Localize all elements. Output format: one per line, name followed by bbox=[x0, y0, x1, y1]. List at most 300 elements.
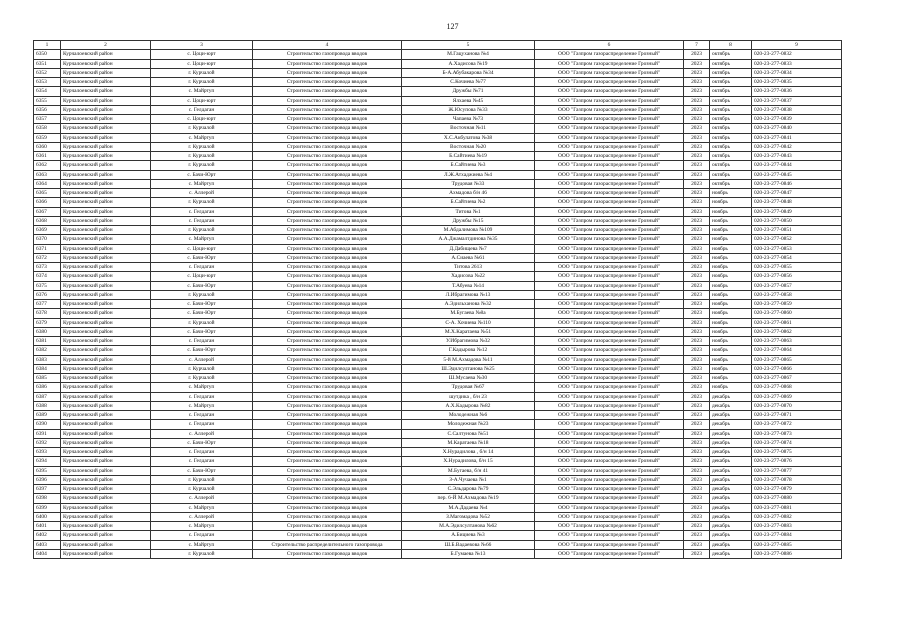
row-number-cell: 6369 bbox=[34, 226, 61, 235]
locality-cell: с. Майртуп bbox=[151, 503, 253, 512]
month-cell: декабрь bbox=[710, 549, 752, 558]
table-row bbox=[34, 161, 842, 170]
row-number-cell: 6385 bbox=[34, 374, 61, 383]
locality-cell: с. Бачи-Юрт bbox=[151, 466, 253, 475]
work-type-cell: Строительство газопровода вводов bbox=[253, 216, 402, 225]
table-row bbox=[34, 198, 842, 207]
district-cell: Курчалоевский район bbox=[61, 170, 151, 179]
organization-cell: ООО "Газпром газораспределение Грозный" bbox=[535, 50, 684, 59]
district-cell: Курчалоевский район bbox=[61, 87, 151, 96]
table-body bbox=[34, 50, 842, 559]
organization-cell: ООО "Газпром газораспределение Грозный" bbox=[535, 549, 684, 558]
registry-code-cell: 020-23-277-0849 bbox=[752, 207, 842, 216]
row-number-cell: 6403 bbox=[34, 540, 61, 549]
district-cell: Курчалоевский район bbox=[61, 142, 151, 151]
work-type-cell: Строительство газопровода вводов bbox=[253, 161, 402, 170]
work-type-cell: Строительство газопровода вводов bbox=[253, 364, 402, 373]
address-cell: М.Бугаева №8а bbox=[402, 309, 535, 318]
organization-cell: ООО "Газпром газораспределение Грозный" bbox=[535, 346, 684, 355]
address-cell: М.Х.Каратаева №51 bbox=[402, 327, 535, 336]
row-number-cell: 6386 bbox=[34, 383, 61, 392]
address-cell: А.А.Джамалтдинова №35 bbox=[402, 235, 535, 244]
registry-code-cell: 020-23-277-0837 bbox=[752, 96, 842, 105]
table-row bbox=[34, 438, 842, 447]
address-cell: М.А.Эдилсултанова №62 bbox=[402, 522, 535, 531]
year-cell: 2023 bbox=[684, 263, 710, 272]
work-type-cell: Строительство газопровода вводов bbox=[253, 355, 402, 364]
address-cell: 5-й М.Ахмадова №11 bbox=[402, 355, 535, 364]
district-cell: Курчалоевский район bbox=[61, 364, 151, 373]
locality-cell: г. Курчалой bbox=[151, 475, 253, 484]
row-number-cell: 6400 bbox=[34, 512, 61, 521]
column-header-1: 1 bbox=[34, 41, 61, 50]
month-cell: декабрь bbox=[710, 392, 752, 401]
district-cell: Курчалоевский район bbox=[61, 281, 151, 290]
table-row bbox=[34, 59, 842, 68]
address-cell: Ш.Мусаева №30 bbox=[402, 374, 535, 383]
work-type-cell: Строительство газопровода вводов bbox=[253, 531, 402, 540]
table-row bbox=[34, 68, 842, 77]
year-cell: 2023 bbox=[684, 337, 710, 346]
organization-cell: ООО "Газпром газораспределение Грозный" bbox=[535, 337, 684, 346]
locality-cell: с. Гелдаган bbox=[151, 105, 253, 114]
locality-cell: с. Майртуп bbox=[151, 87, 253, 96]
year-cell: 2023 bbox=[684, 115, 710, 124]
registry-code-cell: 020-23-277-0880 bbox=[752, 494, 842, 503]
district-cell: Курчалоевский район bbox=[61, 383, 151, 392]
table-row bbox=[34, 124, 842, 133]
month-cell: ноябрь bbox=[710, 198, 752, 207]
work-type-cell: Строительство газопровода вводов bbox=[253, 309, 402, 318]
district-cell: Курчалоевский район bbox=[61, 124, 151, 133]
month-cell: декабрь bbox=[710, 540, 752, 549]
organization-cell: ООО "Газпром газораспределение Грозный" bbox=[535, 327, 684, 336]
district-cell: Курчалоевский район bbox=[61, 401, 151, 410]
table-row bbox=[34, 494, 842, 503]
locality-cell: г. Курчалой bbox=[151, 549, 253, 558]
address-cell: С.Кочиева №77 bbox=[402, 78, 535, 87]
month-cell: октябрь bbox=[710, 133, 752, 142]
table-row bbox=[34, 383, 842, 392]
table-row bbox=[34, 300, 842, 309]
organization-cell: ООО "Газпром газораспределение Грозный" bbox=[535, 152, 684, 161]
work-type-cell: Строительство газопровода вводов bbox=[253, 226, 402, 235]
registry-code-cell: 020-23-277-0864 bbox=[752, 346, 842, 355]
district-cell: Курчалоевский район bbox=[61, 512, 151, 521]
table-row bbox=[34, 170, 842, 179]
year-cell: 2023 bbox=[684, 448, 710, 457]
locality-cell: с. Гелдаган bbox=[151, 337, 253, 346]
work-type-cell: Строительство газопровода вводов bbox=[253, 290, 402, 299]
row-number-cell: 6353 bbox=[34, 78, 61, 87]
table-row bbox=[34, 401, 842, 410]
row-number-cell: 6388 bbox=[34, 401, 61, 410]
row-number-cell: 6396 bbox=[34, 475, 61, 484]
year-cell: 2023 bbox=[684, 78, 710, 87]
row-number-cell: 6352 bbox=[34, 68, 61, 77]
locality-cell: г. Курчалой bbox=[151, 142, 253, 151]
month-cell: декабрь bbox=[710, 485, 752, 494]
address-cell: Г.Кадырова №12 bbox=[402, 346, 535, 355]
row-number-cell: 6391 bbox=[34, 429, 61, 438]
registry-code-cell: 020-23-277-0852 bbox=[752, 235, 842, 244]
district-cell: Курчалоевский район bbox=[61, 96, 151, 105]
locality-cell: с. Бачи-Юрт bbox=[151, 281, 253, 290]
locality-cell: с. Гелдаган bbox=[151, 531, 253, 540]
organization-cell: ООО "Газпром газораспределение Грозный" bbox=[535, 300, 684, 309]
registry-code-cell: 020-23-277-0875 bbox=[752, 448, 842, 457]
year-cell: 2023 bbox=[684, 364, 710, 373]
row-number-cell: 6398 bbox=[34, 494, 61, 503]
locality-cell: с. Бачи-Юрт bbox=[151, 327, 253, 336]
month-cell: ноябрь bbox=[710, 226, 752, 235]
locality-cell: с. Бачи-Юрт bbox=[151, 438, 253, 447]
registry-code-cell: 020-23-277-0882 bbox=[752, 512, 842, 521]
work-type-cell: Строительство газопровода вводов bbox=[253, 420, 402, 429]
address-cell: Ж.Юсупова №33 bbox=[402, 105, 535, 114]
locality-cell: с. Гелдаган bbox=[151, 263, 253, 272]
work-type-cell: Строительство газопровода вводов bbox=[253, 170, 402, 179]
year-cell: 2023 bbox=[684, 420, 710, 429]
locality-cell: с. Бачи-Юрт bbox=[151, 309, 253, 318]
address-cell: Д.Дабищева №7 bbox=[402, 244, 535, 253]
locality-cell: с. Бачи-Юрт bbox=[151, 346, 253, 355]
work-type-cell: Строительство газопровода вводов bbox=[253, 374, 402, 383]
month-cell: ноябрь bbox=[710, 189, 752, 198]
registry-code-cell: 020-23-277-0881 bbox=[752, 503, 842, 512]
district-cell: Курчалоевский район bbox=[61, 549, 151, 558]
row-number-cell: 6404 bbox=[34, 549, 61, 558]
work-type-cell: Строительство газопровода вводов bbox=[253, 429, 402, 438]
organization-cell: ООО "Газпром газораспределение Грозный" bbox=[535, 189, 684, 198]
year-cell: 2023 bbox=[684, 392, 710, 401]
work-type-cell: Строительство газопровода вводов bbox=[253, 207, 402, 216]
organization-cell: ООО "Газпром газораспределение Грозный" bbox=[535, 253, 684, 262]
organization-cell: ООО "Газпром газораспределение Грозный" bbox=[535, 429, 684, 438]
work-type-cell: Строительство газопровода вводов bbox=[253, 512, 402, 521]
registry-code-cell: 020-23-277-0840 bbox=[752, 124, 842, 133]
year-cell: 2023 bbox=[684, 503, 710, 512]
row-number-cell: 6395 bbox=[34, 466, 61, 475]
table-row bbox=[34, 105, 842, 114]
month-cell: ноябрь bbox=[710, 253, 752, 262]
year-cell: 2023 bbox=[684, 429, 710, 438]
work-type-cell: Строительство газопровода вводов bbox=[253, 115, 402, 124]
registry-code-cell: 020-23-277-0862 bbox=[752, 327, 842, 336]
district-cell: Курчалоевский район bbox=[61, 68, 151, 77]
row-number-cell: 6366 bbox=[34, 198, 61, 207]
row-number-cell: 6372 bbox=[34, 253, 61, 262]
work-type-cell: Строительство газопровода вводов bbox=[253, 179, 402, 188]
locality-cell: с. Аллерой bbox=[151, 355, 253, 364]
address-cell: А.Эдильханова №32 bbox=[402, 300, 535, 309]
table-row bbox=[34, 475, 842, 484]
registry-code-cell: 020-23-277-0859 bbox=[752, 300, 842, 309]
row-number-cell: 6390 bbox=[34, 420, 61, 429]
registry-table bbox=[33, 40, 842, 559]
district-cell: Курчалоевский район bbox=[61, 429, 151, 438]
year-cell: 2023 bbox=[684, 318, 710, 327]
locality-cell: с. Гелдаган bbox=[151, 392, 253, 401]
table-row bbox=[34, 466, 842, 475]
registry-code-cell: 020-23-277-0841 bbox=[752, 133, 842, 142]
table-row bbox=[34, 318, 842, 327]
header-row bbox=[34, 41, 842, 50]
address-cell: А.Хадисова №19 bbox=[402, 59, 535, 68]
address-cell: Б.Сайтиева №2 bbox=[402, 198, 535, 207]
work-type-cell: Строительство газопровода вводов bbox=[253, 263, 402, 272]
month-cell: ноябрь bbox=[710, 300, 752, 309]
organization-cell: ООО "Газпром газораспределение Грозный" bbox=[535, 494, 684, 503]
row-number-cell: 6370 bbox=[34, 235, 61, 244]
locality-cell: г. Курчалой bbox=[151, 161, 253, 170]
column-header-3: 3 bbox=[151, 41, 253, 50]
registry-code-cell: 020-23-277-0846 bbox=[752, 179, 842, 188]
table-row bbox=[34, 448, 842, 457]
year-cell: 2023 bbox=[684, 401, 710, 410]
year-cell: 2023 bbox=[684, 133, 710, 142]
registry-code-cell: 020-23-277-0844 bbox=[752, 161, 842, 170]
work-type-cell: Строительство газопровода вводов bbox=[253, 133, 402, 142]
work-type-cell: Строительство газопровода вводов bbox=[253, 438, 402, 447]
month-cell: октябрь bbox=[710, 50, 752, 59]
registry-code-cell: 020-23-277-0886 bbox=[752, 549, 842, 558]
year-cell: 2023 bbox=[684, 50, 710, 59]
organization-cell: ООО "Газпром газораспределение Грозный" bbox=[535, 179, 684, 188]
address-cell: Х.С.Акбулатова №38 bbox=[402, 133, 535, 142]
organization-cell: ООО "Газпром газораспределение Грозный" bbox=[535, 374, 684, 383]
column-header-4: 4 bbox=[253, 41, 402, 50]
row-number-cell: 6382 bbox=[34, 346, 61, 355]
row-number-cell: 6397 bbox=[34, 485, 61, 494]
district-cell: Курчалоевский район bbox=[61, 475, 151, 484]
organization-cell: ООО "Газпром газораспределение Грозный" bbox=[535, 448, 684, 457]
address-cell: М.Каратаева №18 bbox=[402, 438, 535, 447]
organization-cell: ООО "Газпром газораспределение Грозный" bbox=[535, 68, 684, 77]
table-row bbox=[34, 189, 842, 198]
registry-code-cell: 020-23-277-0853 bbox=[752, 244, 842, 253]
year-cell: 2023 bbox=[684, 549, 710, 558]
month-cell: ноябрь bbox=[710, 235, 752, 244]
table-row bbox=[34, 253, 842, 262]
district-cell: Курчалоевский район bbox=[61, 494, 151, 503]
year-cell: 2023 bbox=[684, 87, 710, 96]
address-cell: пер. 6-Й М.Ахмадова №19 bbox=[402, 494, 535, 503]
month-cell: ноябрь bbox=[710, 216, 752, 225]
district-cell: Курчалоевский район bbox=[61, 374, 151, 383]
table-row bbox=[34, 244, 842, 253]
organization-cell: ООО "Газпром газораспределение Грозный" bbox=[535, 142, 684, 151]
address-cell: Дружбы №15 bbox=[402, 216, 535, 225]
registry-code-cell: 020-23-277-0845 bbox=[752, 170, 842, 179]
registry-code-cell: 020-23-277-0866 bbox=[752, 364, 842, 373]
row-number-cell: 6377 bbox=[34, 300, 61, 309]
registry-code-cell: 020-23-277-0856 bbox=[752, 272, 842, 281]
organization-cell: ООО "Газпром газораспределение Грозный" bbox=[535, 244, 684, 253]
row-number-cell: 6357 bbox=[34, 115, 61, 124]
organization-cell: ООО "Газпром газораспределение Грозный" bbox=[535, 401, 684, 410]
locality-cell: с. Бачи-Юрт bbox=[151, 253, 253, 262]
table-row bbox=[34, 429, 842, 438]
district-cell: Курчалоевский район bbox=[61, 503, 151, 512]
registry-code-cell: 020-23-277-0871 bbox=[752, 411, 842, 420]
work-type-cell: Строительство газопровода вводов bbox=[253, 401, 402, 410]
month-cell: декабрь bbox=[710, 522, 752, 531]
registry-code-cell: 020-23-277-0872 bbox=[752, 420, 842, 429]
registry-code-cell: 020-23-277-0867 bbox=[752, 374, 842, 383]
year-cell: 2023 bbox=[684, 300, 710, 309]
row-number-cell: 6362 bbox=[34, 161, 61, 170]
registry-code-cell: 020-23-277-0861 bbox=[752, 318, 842, 327]
locality-cell: с. Цоци-юрт bbox=[151, 272, 253, 281]
year-cell: 2023 bbox=[684, 438, 710, 447]
month-cell: ноябрь bbox=[710, 318, 752, 327]
registry-code-cell: 020-23-277-0869 bbox=[752, 392, 842, 401]
address-cell: Б.Сайтиева №19 bbox=[402, 152, 535, 161]
organization-cell: ООО "Газпром газораспределение Грозный" bbox=[535, 411, 684, 420]
address-cell: Ахмадова б/н 46 bbox=[402, 189, 535, 198]
row-number-cell: 6389 bbox=[34, 411, 61, 420]
year-cell: 2023 bbox=[684, 105, 710, 114]
work-type-cell: Строительство газопровода вводов bbox=[253, 300, 402, 309]
address-cell: Л.Ж.Атхаджиева №4 bbox=[402, 170, 535, 179]
district-cell: Курчалоевский район bbox=[61, 226, 151, 235]
row-number-cell: 6399 bbox=[34, 503, 61, 512]
work-type-cell: Строительство газопровода вводов bbox=[253, 494, 402, 503]
organization-cell: ООО "Газпром газораспределение Грозный" bbox=[535, 522, 684, 531]
district-cell: Курчалоевский район bbox=[61, 272, 151, 281]
year-cell: 2023 bbox=[684, 457, 710, 466]
month-cell: ноябрь bbox=[710, 309, 752, 318]
year-cell: 2023 bbox=[684, 346, 710, 355]
table-row bbox=[34, 457, 842, 466]
locality-cell: г. Курчалой bbox=[151, 68, 253, 77]
locality-cell: с. Цоци-юрт bbox=[151, 96, 253, 105]
work-type-cell: Строительство газопровода вводов bbox=[253, 78, 402, 87]
year-cell: 2023 bbox=[684, 142, 710, 151]
organization-cell: ООО "Газпром газораспределение Грозный" bbox=[535, 392, 684, 401]
month-cell: ноябрь bbox=[710, 374, 752, 383]
column-header-6: 6 bbox=[535, 41, 684, 50]
organization-cell: ООО "Газпром газораспределение Грозный" bbox=[535, 438, 684, 447]
page-number: 127 bbox=[446, 22, 459, 31]
row-number-cell: 6367 bbox=[34, 207, 61, 216]
work-type-cell: Строительство газопровода вводов bbox=[253, 235, 402, 244]
year-cell: 2023 bbox=[684, 327, 710, 336]
address-cell: З.Магомадова №52 bbox=[402, 512, 535, 521]
table-row bbox=[34, 337, 842, 346]
table-row bbox=[34, 485, 842, 494]
locality-cell: с. Майртуп bbox=[151, 383, 253, 392]
work-type-cell: Строительство газопровода вводов bbox=[253, 152, 402, 161]
organization-cell: ООО "Газпром газораспределение Грозный" bbox=[535, 161, 684, 170]
registry-code-cell: 020-23-277-0835 bbox=[752, 78, 842, 87]
organization-cell: ООО "Газпром газораспределение Грозный" bbox=[535, 272, 684, 281]
address-cell: Чапаева №73 bbox=[402, 115, 535, 124]
month-cell: декабрь bbox=[710, 411, 752, 420]
district-cell: Курчалоевский район bbox=[61, 392, 151, 401]
organization-cell: ООО "Газпром газораспределение Грозный" bbox=[535, 383, 684, 392]
column-header-2: 2 bbox=[61, 41, 151, 50]
district-cell: Курчалоевский район bbox=[61, 309, 151, 318]
year-cell: 2023 bbox=[684, 475, 710, 484]
registry-code-cell: 020-23-277-0868 bbox=[752, 383, 842, 392]
row-number-cell: 6379 bbox=[34, 318, 61, 327]
year-cell: 2023 bbox=[684, 152, 710, 161]
registry-code-cell: 020-23-277-0857 bbox=[752, 281, 842, 290]
registry-code-cell: 020-23-277-0833 bbox=[752, 59, 842, 68]
table-row bbox=[34, 50, 842, 59]
locality-cell: с. Бачи-Юрт bbox=[151, 170, 253, 179]
row-number-cell: 6359 bbox=[34, 133, 61, 142]
locality-cell: г. Курчалой bbox=[151, 374, 253, 383]
address-cell: С-А. Хочиева №110 bbox=[402, 318, 535, 327]
month-cell: декабрь bbox=[710, 503, 752, 512]
row-number-cell: 6368 bbox=[34, 216, 61, 225]
work-type-cell: Строительство газопровода вводов bbox=[253, 503, 402, 512]
organization-cell: ООО "Газпром газораспределение Грозный" bbox=[535, 207, 684, 216]
address-cell: Восточная №20 bbox=[402, 142, 535, 151]
year-cell: 2023 bbox=[684, 512, 710, 521]
year-cell: 2023 bbox=[684, 216, 710, 225]
table-row bbox=[34, 346, 842, 355]
month-cell: ноябрь bbox=[710, 281, 752, 290]
address-cell: Трудовая №67 bbox=[402, 383, 535, 392]
address-cell: Дружбы №71 bbox=[402, 87, 535, 96]
district-cell: Курчалоевский район bbox=[61, 420, 151, 429]
row-number-cell: 6371 bbox=[34, 244, 61, 253]
row-number-cell: 6356 bbox=[34, 105, 61, 114]
registry-code-cell: 020-23-277-0885 bbox=[752, 540, 842, 549]
registry-code-cell: 020-23-277-0832 bbox=[752, 50, 842, 59]
district-cell: Курчалоевский район bbox=[61, 438, 151, 447]
table-row bbox=[34, 540, 842, 549]
registry-code-cell: 020-23-277-0839 bbox=[752, 115, 842, 124]
row-number-cell: 6350 bbox=[34, 50, 61, 59]
district-cell: Курчалоевский район bbox=[61, 235, 151, 244]
registry-code-cell: 020-23-277-0879 bbox=[752, 485, 842, 494]
locality-cell: г. Курчалой bbox=[151, 152, 253, 161]
locality-cell: с. Гелдаган bbox=[151, 216, 253, 225]
registry-code-cell: 020-23-277-0873 bbox=[752, 429, 842, 438]
table-row bbox=[34, 207, 842, 216]
month-cell: октябрь bbox=[710, 96, 752, 105]
month-cell: ноябрь bbox=[710, 337, 752, 346]
row-number-cell: 6375 bbox=[34, 281, 61, 290]
registry-code-cell: 020-23-277-0838 bbox=[752, 105, 842, 114]
organization-cell: ООО "Газпром газораспределение Грозный" bbox=[535, 198, 684, 207]
row-number-cell: 6392 bbox=[34, 438, 61, 447]
organization-cell: ООО "Газпром газораспределение Грозный" bbox=[535, 531, 684, 540]
district-cell: Курчалоевский район bbox=[61, 216, 151, 225]
work-type-cell: Строительство распределительного газопровода bbox=[253, 540, 402, 549]
work-type-cell: Строительство газопровода вводов bbox=[253, 383, 402, 392]
month-cell: октябрь bbox=[710, 170, 752, 179]
month-cell: октябрь bbox=[710, 59, 752, 68]
month-cell: декабрь bbox=[710, 512, 752, 521]
registry-code-cell: 020-23-277-0874 bbox=[752, 438, 842, 447]
registry-code-cell: 020-23-277-0858 bbox=[752, 290, 842, 299]
district-cell: Курчалоевский район bbox=[61, 133, 151, 142]
registry-code-cell: 020-23-277-0863 bbox=[752, 337, 842, 346]
year-cell: 2023 bbox=[684, 59, 710, 68]
row-number-cell: 6393 bbox=[34, 448, 61, 457]
year-cell: 2023 bbox=[684, 411, 710, 420]
month-cell: декабрь bbox=[710, 531, 752, 540]
work-type-cell: Строительство газопровода вводов bbox=[253, 457, 402, 466]
table-row bbox=[34, 96, 842, 105]
month-cell: октябрь bbox=[710, 161, 752, 170]
